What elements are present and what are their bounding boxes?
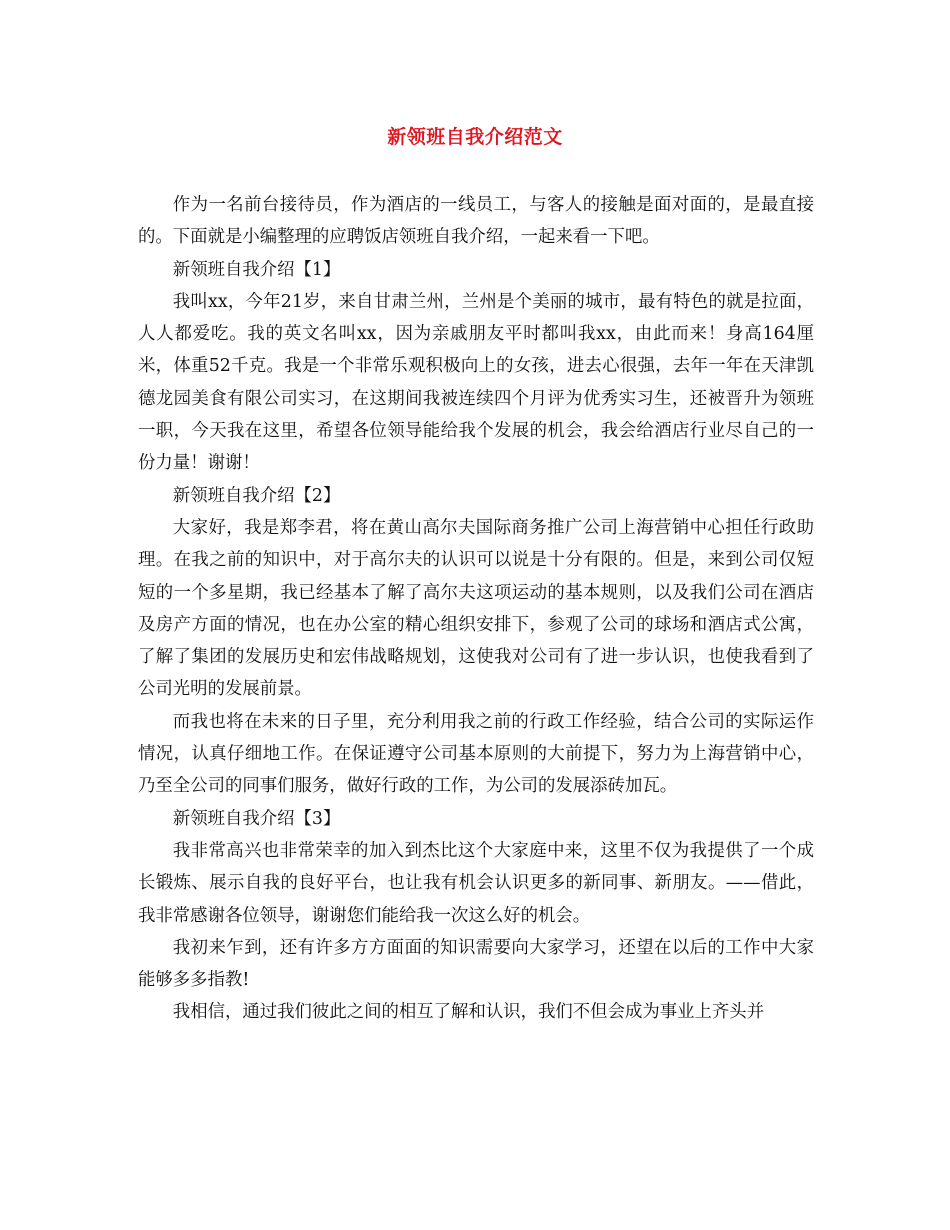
section-heading-2: 新领班自我介绍【2】 [172,485,341,506]
intro-paragraph: 作为一名前台接待员，作为酒店的一线员工，与客人的接触是面对面的，是最直接的。下面就是小编整理的应聘饭店领班自我介绍，一起来看一下吧。 [138,195,814,248]
section-2-paragraph-2: 而我也将在未来的日子里，充分利用我之前的行政工作经验，结合公司的实际运作情况，认真仔细地工作。在保证遵守公司基本原则的大前提下，努力为上海营销中心，乃至全公司的同事们服务，做好行政的工作，为公司的发展添砖加瓦。 [138,711,814,797]
section-3-paragraph-3: 我相信，通过我们彼此之间的相互了解和认识，我们不但会成为事业上齐头并 [172,1002,765,1023]
section-3-paragraph-1: 我非常高兴也非常荣幸的加入到杰比这个大家庭中来，这里不仅为我提供了一个成长锻炼、展示自我的良好平台，也让我有机会认识更多的新同事、新朋友。——借此，我非常感谢各位领导，谢谢您们能给我一次这么好的机会。 [138,840,814,926]
section-2-paragraph-1: 大家好，我是郑李君，将在黄山高尔夫国际商务推广公司上海营销中心担任行政助理。在我之前的知识中，对于高尔夫的认识可以说是十分有限的。但是，来到公司仅短短的一个多星期，我已经基本了解了高尔夫这项运动的基本规则，以及我们公司在酒店及房产方面的情况，也在办公室的精心组织安排下，参观了公司的球场和酒店式公寓，了解了集团的发展历史和宏伟战略规划，这使我对公司有了进一步认识，也使我看到了公司光明的发展前景。 [138,517,814,700]
document-title: 新领班自我介绍范文 [387,126,563,148]
section-1-paragraph: 我叫xx，今年21岁，来自甘肃兰州，兰州是个美丽的城市，最有特色的就是拉面，人人都爱吃。我的英文名叫xx，因为亲戚朋友平时都叫我xx，由此而来！身高164厘米，体重52千克。我是一个非常乐观积极向上的女孩，进去心很强，去年一年在天津凯德龙园美食有限公司实习，在这期间我被连续四个月评为优秀实习生，还被晋升为领班一职，今天我在这里，希望各位领导能给我个发展的机会，我会给酒店行业尽自己的一份力量！谢谢！ [138,291,814,474]
section-heading-3: 新领班自我介绍【3】 [172,808,341,829]
section-3-paragraph-2: 我初来乍到，还有许多方方面面的知识需要向大家学习，还望在以后的工作中大家能够多多指教! [138,937,814,991]
section-heading-1: 新领班自我介绍【1】 [172,259,341,280]
document-body [138,189,814,1029]
